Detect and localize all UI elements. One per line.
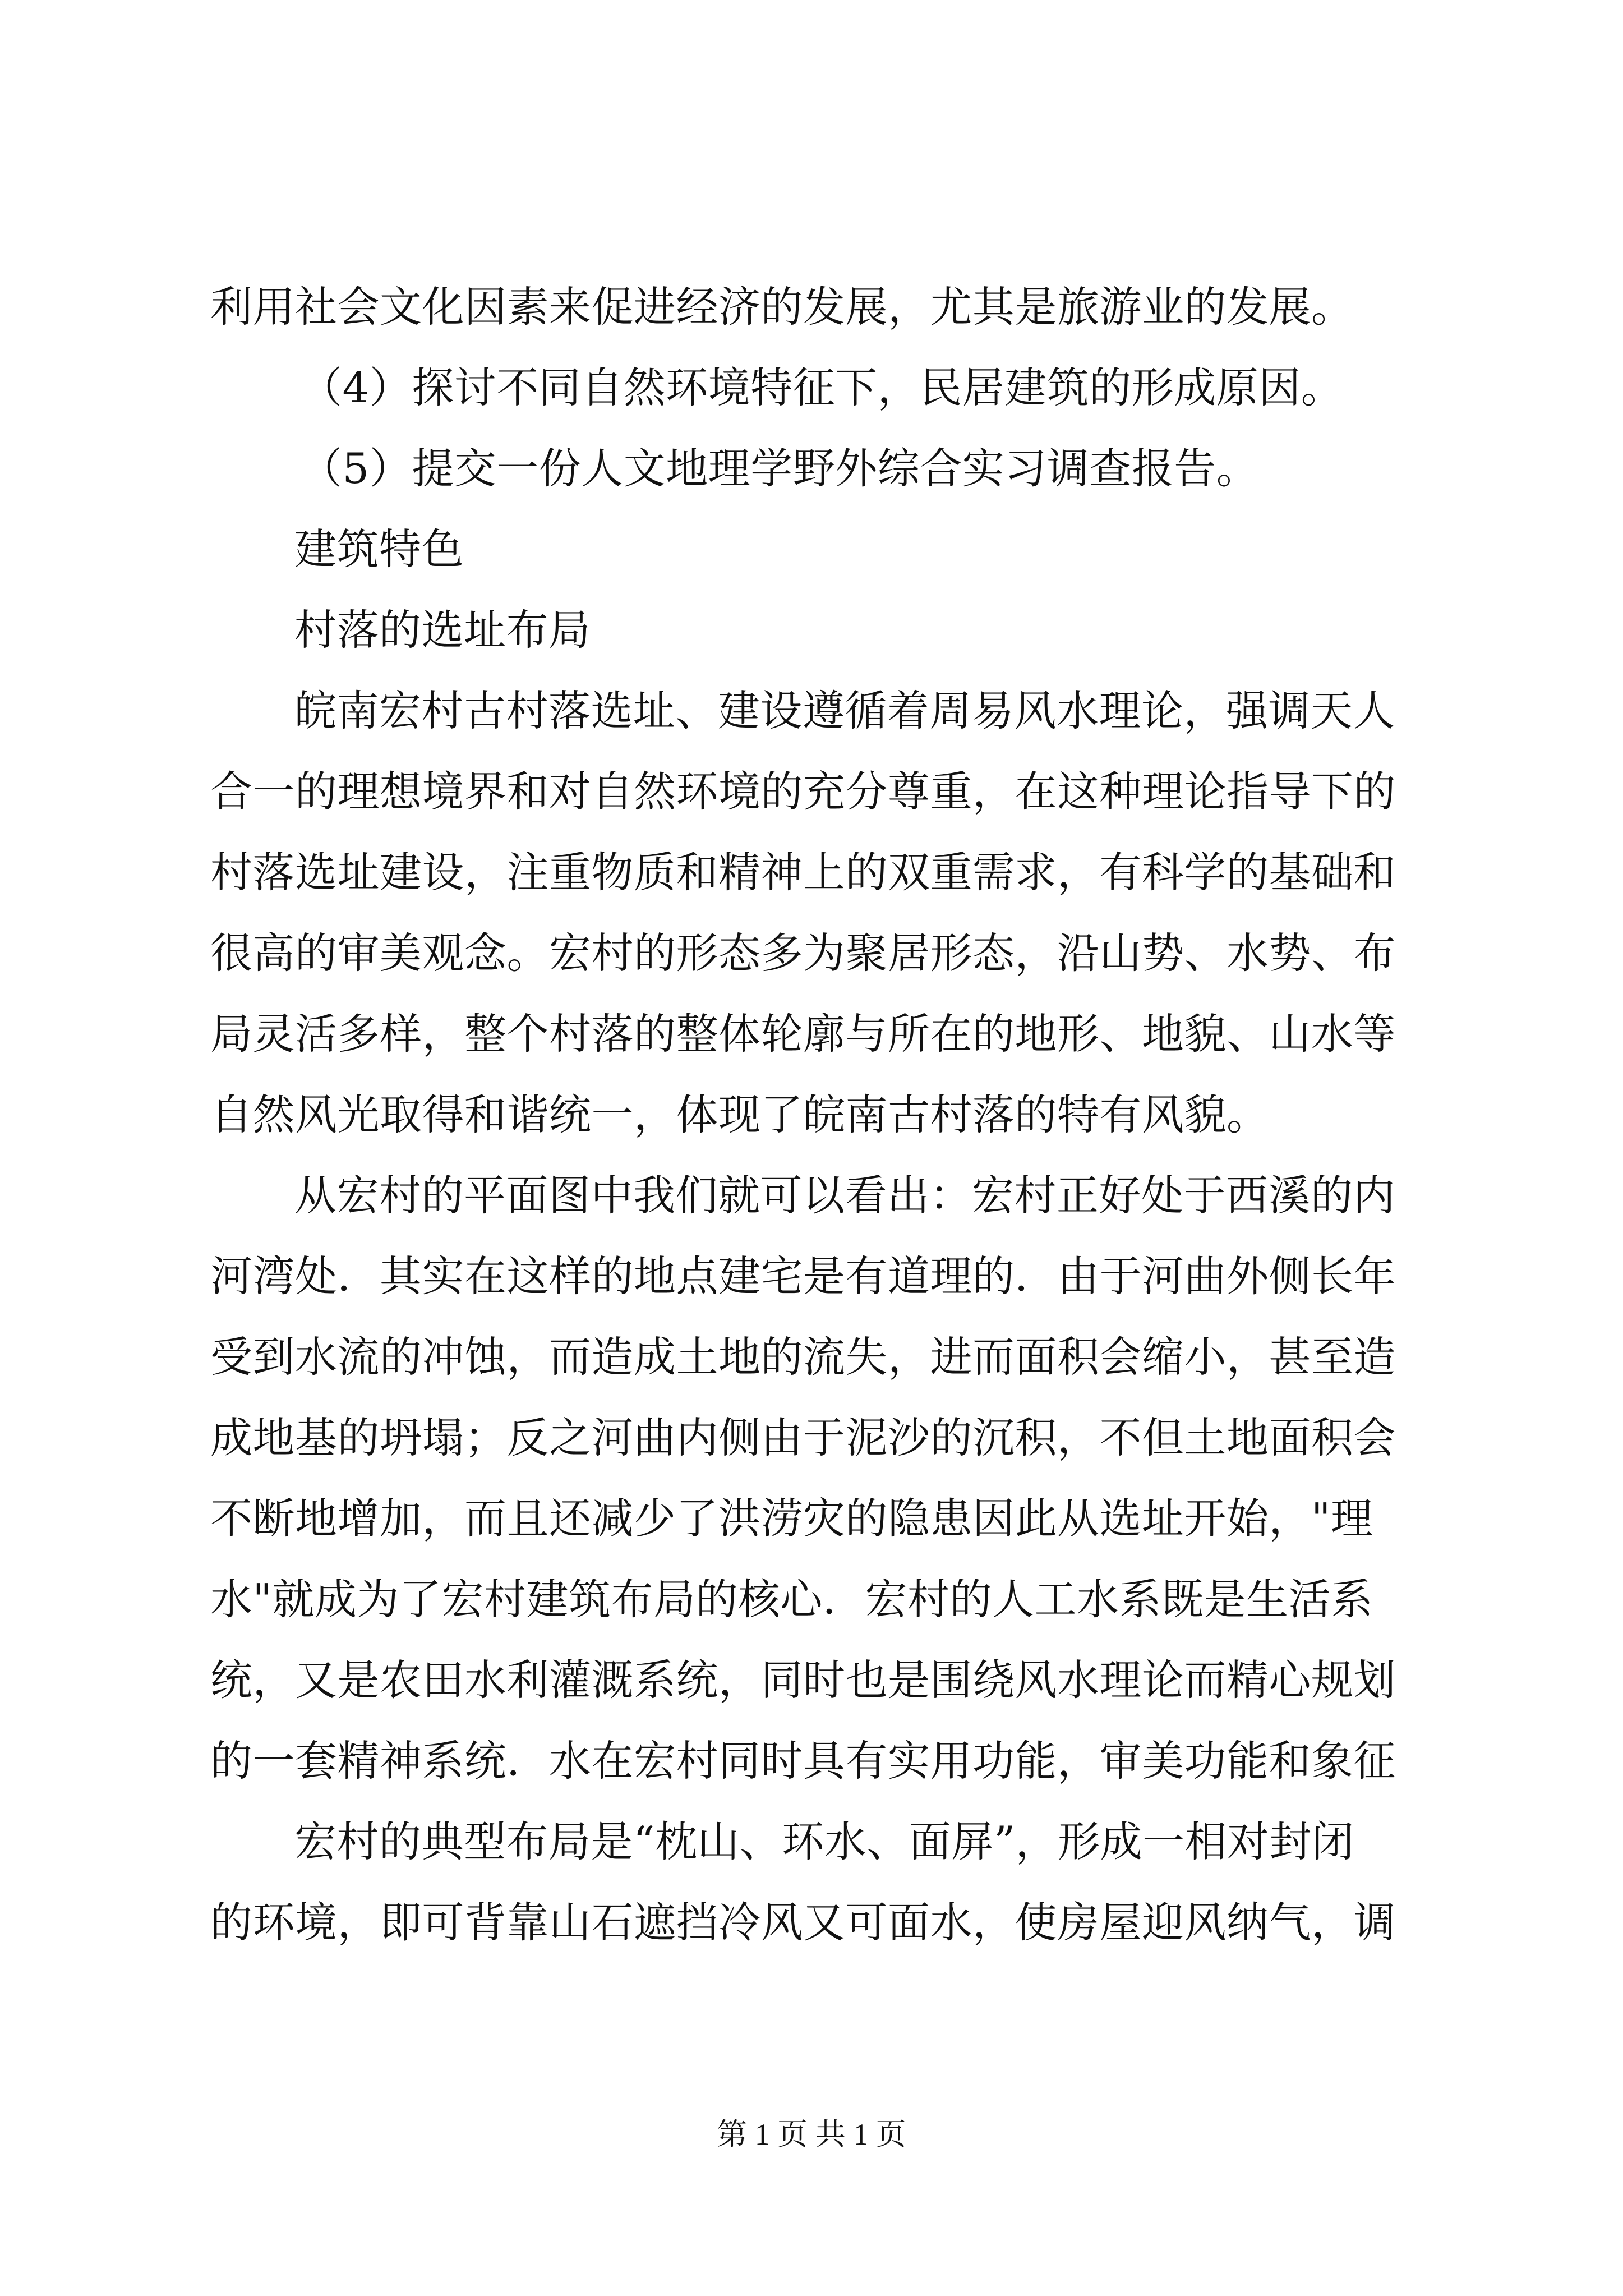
text-line: 皖南宏村古村落选址、建设遵循着周易风水理论，强调天人 bbox=[294, 686, 1396, 735]
text-line: 从宏村的平面图中我们就可以看出：宏村正好处于西溪的内 bbox=[294, 1171, 1396, 1220]
text-line: 河湾处．其实在这样的地点建宅是有道理的．由于河曲外侧长年 bbox=[210, 1251, 1396, 1301]
text-line: 利用社会文化因素来促进经济的发展，尤其是旅游业的发展。 bbox=[210, 282, 1354, 332]
text-line: 的环境，即可背靠山石遮挡冷风又可面水，使房屋迎风纳气，调 bbox=[210, 1898, 1396, 1947]
text-line: 宏村的典型布局是“枕山、环水、面屏”，形成一相对封闭 bbox=[294, 1817, 1354, 1866]
page-number-label: 第 1 页 共 1 页 bbox=[717, 2118, 906, 2151]
text-line: 受到水流的冲蚀，而造成土地的流失，进而面积会缩小，甚至造 bbox=[210, 1332, 1396, 1382]
text-line: 自然风光取得和谐统一，体现了皖南古村落的特有风貌。 bbox=[210, 1090, 1269, 1139]
text-line: 不断地增加，而且还减少了洪涝灾的隐患因此从选址开始，"理 bbox=[210, 1494, 1373, 1543]
text-line: 统，又是农田水利灌溉系统，同时也是围绕风水理论而精心规划 bbox=[210, 1655, 1396, 1705]
subsection-heading: 村落的选址布局 bbox=[294, 605, 591, 655]
text-line: 水"就成为了宏村建筑布局的核心．宏村的人工水系既是生活系 bbox=[210, 1575, 1373, 1624]
document-body bbox=[210, 266, 1416, 1963]
text-line: 的一套精神系统．水在宏村同时具有实用功能，审美功能和象征 bbox=[210, 1736, 1396, 1786]
section-heading: 建筑特色 bbox=[294, 524, 464, 574]
text-line: 局灵活多样，整个村落的整体轮廓与所在的地形、地貌、山水等 bbox=[210, 1009, 1396, 1059]
text-line: （4）探讨不同自然环境特征下，民居建筑的形成原因。 bbox=[300, 363, 1344, 412]
page-footer bbox=[0, 2115, 1623, 2154]
text-line: （5）提交一份人文地理学野外综合实习调查报告。 bbox=[300, 444, 1259, 493]
text-line: 成地基的坍塌；反之河曲内侧由于泥沙的沉积，不但土地面积会 bbox=[210, 1413, 1396, 1462]
text-line: 村落选址建设，注重物质和精神上的双重需求，有科学的基础和 bbox=[210, 848, 1396, 897]
text-line: 很高的审美观念。宏村的形态多为聚居形态，沿山势、水势、布 bbox=[210, 928, 1396, 978]
text-line: 合一的理想境界和对自然环境的充分尊重，在这种理论指导下的 bbox=[210, 767, 1396, 816]
